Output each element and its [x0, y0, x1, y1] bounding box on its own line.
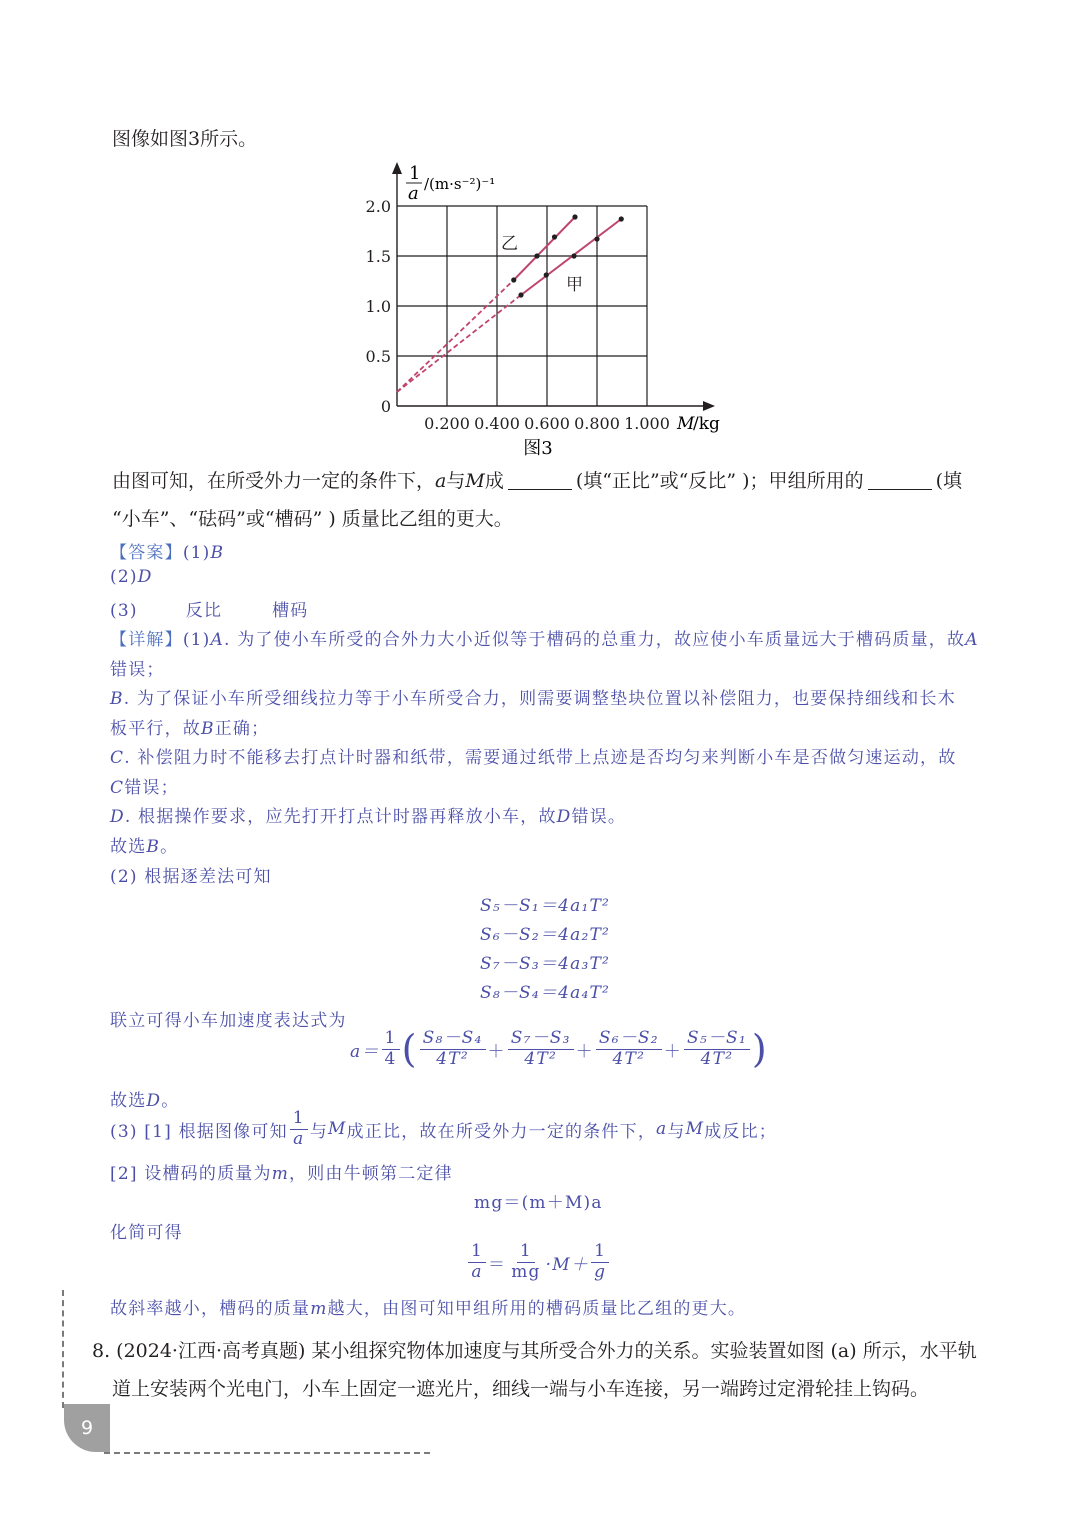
question-8-line-2: 道上安装两个光电门，小车上固定一遮光片，细线一端与小车连接，另一端跨过定滑轮挂上钩码。	[112, 1378, 930, 1400]
answer-line-1: 【答案】(1)B	[110, 543, 225, 563]
detail-line-10: 联立可得小车加速度表达式为	[110, 1011, 347, 1031]
chart-axes	[392, 162, 715, 411]
detail-line-6: C错误；	[110, 778, 179, 798]
series-1-point-3	[594, 236, 599, 241]
f-den-3: 4T²	[612, 1048, 646, 1069]
detail-line-4: 板平行，故B正确；	[110, 719, 270, 739]
y-axis-label-unit: /(m·s⁻²)⁻¹	[424, 175, 496, 193]
detail-line-11: 故选D。	[110, 1091, 180, 1111]
series-label-乙: 乙	[501, 234, 518, 254]
y-tick-label-2: 1.0	[365, 297, 391, 316]
series-0-line	[514, 217, 575, 280]
blank-2[interactable]	[868, 471, 932, 490]
chart-series	[397, 214, 624, 392]
intro-text: 图像如图3所示。	[112, 128, 258, 150]
f-den-2: 4T²	[524, 1048, 557, 1069]
final-formula: $\frac{1}{a}$ ＝ $\frac{1}{mg}$ ·M＋ $\frac{1}{g}$	[466, 1243, 611, 1282]
detail-line-9: (2) 根据逐差法可知	[110, 867, 272, 887]
f-den-4: 4T²	[700, 1048, 734, 1069]
series-0-point-2	[552, 234, 557, 239]
chart-grid	[397, 206, 647, 406]
blank-1[interactable]	[508, 471, 572, 490]
y-tick-label-3: 1.5	[365, 247, 391, 266]
page-footer-dashed-line	[104, 1452, 430, 1454]
series-0-point-0	[511, 277, 516, 282]
equation-3: S₇－S₃＝4a₃T²	[480, 954, 611, 974]
x-tick-label-0: 0.200	[424, 414, 470, 433]
detail-line-2: 错误；	[110, 660, 165, 680]
f-den-1: 4T²	[436, 1048, 469, 1069]
newton-equation: mg＝(m＋M)a	[474, 1193, 603, 1213]
y-tick-label-1: 0.5	[365, 347, 391, 366]
x-axis-label-var: M	[677, 414, 695, 434]
question-8-line-1: 8. (2024·江西·高考真题) 某小组探究物体加速度与其所受合外力的关系。实验装置如图 (a) 所示，水平轨	[92, 1340, 977, 1362]
figure-3-chart	[350, 160, 730, 460]
equation-4: S₈－S₄＝4a₄T²	[480, 983, 611, 1003]
y-axis-arrow	[392, 162, 402, 174]
detail-line-15: 故斜率越小，槽码的质量m越大，由图可知甲组所用的槽码质量比乙组的更大。	[110, 1299, 747, 1319]
detail-line-8: 故选B。	[110, 837, 179, 857]
y-tick-label-4: 2.0	[365, 197, 391, 216]
series-1-point-2	[571, 253, 576, 258]
answer-line-2: (2)D	[110, 567, 153, 587]
x-axis-arrow	[703, 401, 715, 411]
page-number: 9	[64, 1404, 110, 1452]
y-axis-label-den: a	[408, 183, 419, 204]
series-0-extrapolation	[397, 280, 514, 392]
detail-line-1: 【详解】(1)A. 为了使小车所受的合外力大小近似等于槽码的总重力，故应使小车质量远大于槽码质量，故A	[110, 630, 979, 650]
series-0-point-1	[534, 253, 539, 258]
equation-1: S₅－S₁＝4a₁T²	[480, 896, 611, 916]
detail-line-14: 化简可得	[110, 1223, 183, 1243]
acceleration-formula: a＝ $\frac{1}{4}$ ( $\frac{\text{S₈－S₄}}{\text{4T²}}$ ＋ $\frac{\text{S₇－S₃}}{\text{4T²}}$ ＋ $\frac{\text{S₆－S₂}}{\text{4T²}}$ ＋ $\frac{\text{S₅－S₁}}{\text{4T²}}$ )	[350, 1027, 768, 1072]
detail-line-13: [2] 设槽码的质量为m，则由牛顿第二定律	[110, 1164, 453, 1184]
series-0-point-3	[572, 214, 577, 219]
question-line-1: 由图可知，在所受外力一定的条件下，a与M成 (填“正比”或“反比” )；甲组所用的 (填	[112, 470, 962, 492]
x-tick-label-1: 0.400	[474, 414, 520, 433]
series-label-甲: 甲	[566, 275, 583, 295]
y-axis-label-num: 1	[409, 163, 421, 184]
series-1-point-4	[619, 216, 624, 221]
detail-line-7: D. 根据操作要求，应先打开打点计时器再释放小车，故D错误。	[110, 807, 627, 827]
page-margin-dashed-line	[62, 1290, 64, 1408]
answer-line-3: (3) 反比 槽码	[110, 601, 309, 621]
x-tick-label-4: 1.000	[624, 414, 670, 433]
detail-line-5: C. 补偿阻力时不能移去打点计时器和纸带，需要通过纸带上点迹是否均匀来判断小车是否做匀速运动，故	[110, 748, 957, 768]
series-1-point-0	[518, 292, 523, 297]
equation-2: S₆－S₂＝4a₂T²	[480, 925, 611, 945]
chart-caption: 图3	[523, 438, 553, 459]
detail-line-12: (3) [1] 根据图像可知 $\frac{1}{a}$ 与 M 成正比，故在所受外力一定的条件下， a 与 M 成反比；	[110, 1108, 777, 1149]
x-tick-label-2: 0.600	[524, 414, 570, 433]
chart-ticks	[366, 197, 670, 433]
series-1-extrapolation	[397, 295, 521, 392]
x-tick-label-3: 0.800	[574, 414, 620, 433]
x-axis-label-unit: /kg	[693, 414, 720, 434]
y-tick-label-0: 0	[380, 397, 391, 416]
question-line-2: “小车”、“砝码”或“槽码” ) 质量比乙组的更大。	[112, 508, 513, 530]
series-1-point-1	[544, 272, 549, 277]
detail-line-3: B. 为了保证小车所受细线拉力等于小车所受合力，则需要调整垫块位置以补偿阻力，也要保持细线和长木	[110, 689, 956, 709]
